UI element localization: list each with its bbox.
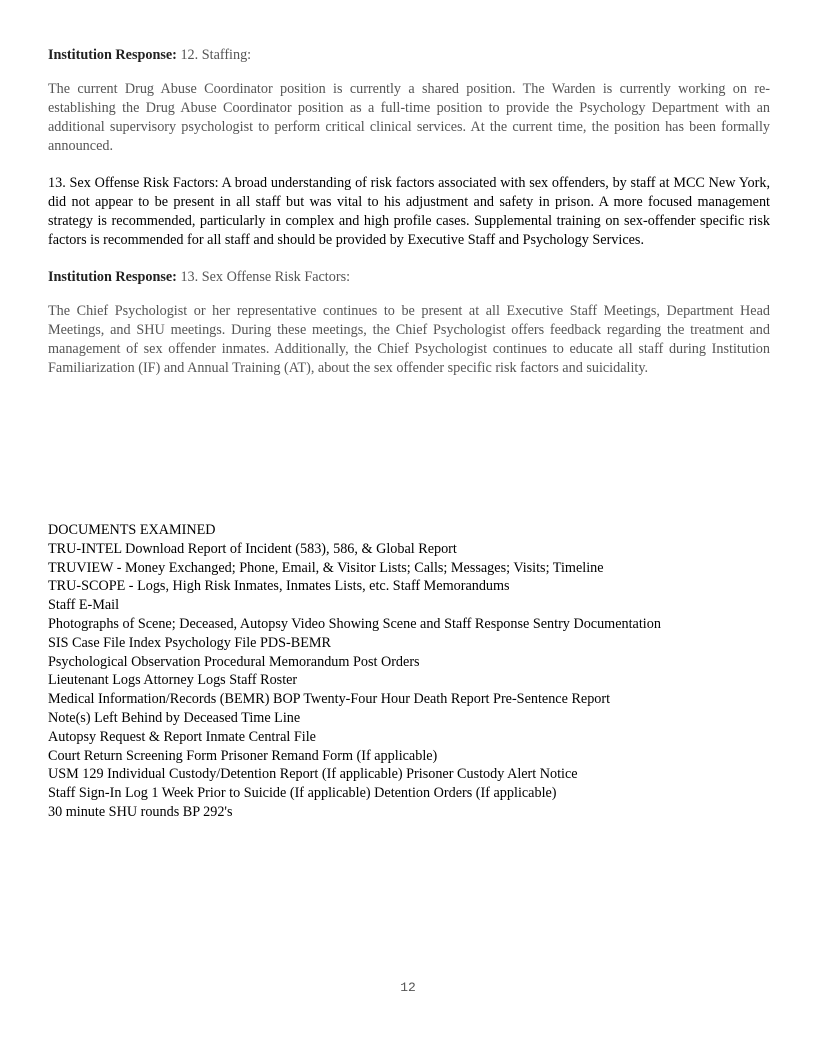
document-item: SIS Case File Index Psychology File PDS-BEMR xyxy=(48,634,331,651)
document-item: 30 minute SHU rounds BP 292's xyxy=(48,803,233,820)
response-title: 13. Sex Offense Risk Factors: xyxy=(180,269,351,285)
document-item: Lieutenant Logs Attorney Logs Staff Roster xyxy=(48,672,298,689)
response-12-heading xyxy=(48,46,770,65)
page-body xyxy=(48,46,770,396)
response-13-body: The Chief Psychologist or her representative continues to be present at all Executive Staff Meetings, Department Head Meetings, and SHU meetings. During these meetings, the Chief Psychologist offers feedback regarding the treatment and management of sex offender inmates. Additionally, the Chief Psychologist continues to educate all staff during Institution Familiarization (IF) and Annual Training (AT), about the sex offender specific risk factors and suicidality. xyxy=(48,303,770,376)
document-item: Staff Sign-In Log 1 Week Prior to Suicide (If applicable) Detention Orders (If applicable) xyxy=(48,785,557,802)
response-label: Institution Response: xyxy=(48,269,177,285)
document-item: Court Return Screening Form Prisoner Remand Form (If applicable) xyxy=(48,747,438,764)
document-item: Psychological Observation Procedural Memorandum Post Orders xyxy=(48,653,420,670)
page-number: 12 xyxy=(400,980,416,995)
document-item: Autopsy Request & Report Inmate Central File xyxy=(48,728,316,745)
finding-13-body: 13. Sex Offense Risk Factors: A broad understanding of risk factors associated with sex offenders, by staff at MCC New York, did not appear to be present in all staff but was vital to his adjustment and safety in prison. A more focused management strategy is recommended, particularly in complex and high profile cases. Supplemental training on sex-offender specific risk factors is recommended for all staff and should be provided by Executive Staff and Psychology Services. xyxy=(48,175,770,248)
documents-heading: DOCUMENTS EXAMINED xyxy=(48,522,216,538)
document-item: Note(s) Left Behind by Deceased Time Line xyxy=(48,709,301,726)
response-12-body: The current Drug Abuse Coordinator position is currently a shared position. The Warden is currently working on re-establishing the Drug Abuse Coordinator position as a full-time position to provide the Psychology Department with an additional supervisory psychologist to perform critical clinical services. At the current time, the position has been formally announced. xyxy=(48,81,770,154)
response-title: 12. Staffing: xyxy=(180,47,252,63)
document-item: Staff E-Mail xyxy=(48,597,120,614)
document-item: TRU-SCOPE - Logs, High Risk Inmates, Inmates Lists, etc. Staff Memorandums xyxy=(48,578,510,595)
document-item: Photographs of Scene; Deceased, Autopsy Video Showing Scene and Staff Response Sentry Documentation xyxy=(48,615,661,632)
document-item: TRUVIEW - Money Exchanged; Phone, Email, & Visitor Lists; Calls; Messages; Visits; Timeline xyxy=(48,559,604,576)
response-label: Institution Response: xyxy=(48,47,177,63)
documents-examined xyxy=(48,521,770,822)
response-13-heading xyxy=(48,268,770,287)
document-item: USM 129 Individual Custody/Detention Report (If applicable) Prisoner Custody Alert Notice xyxy=(48,766,578,783)
document-item: TRU-INTEL Download Report of Incident (583), 586, & Global Report xyxy=(48,540,457,557)
document-item: Medical Information/Records (BEMR) BOP Twenty-Four Hour Death Report Pre-Sentence Report xyxy=(48,691,611,708)
